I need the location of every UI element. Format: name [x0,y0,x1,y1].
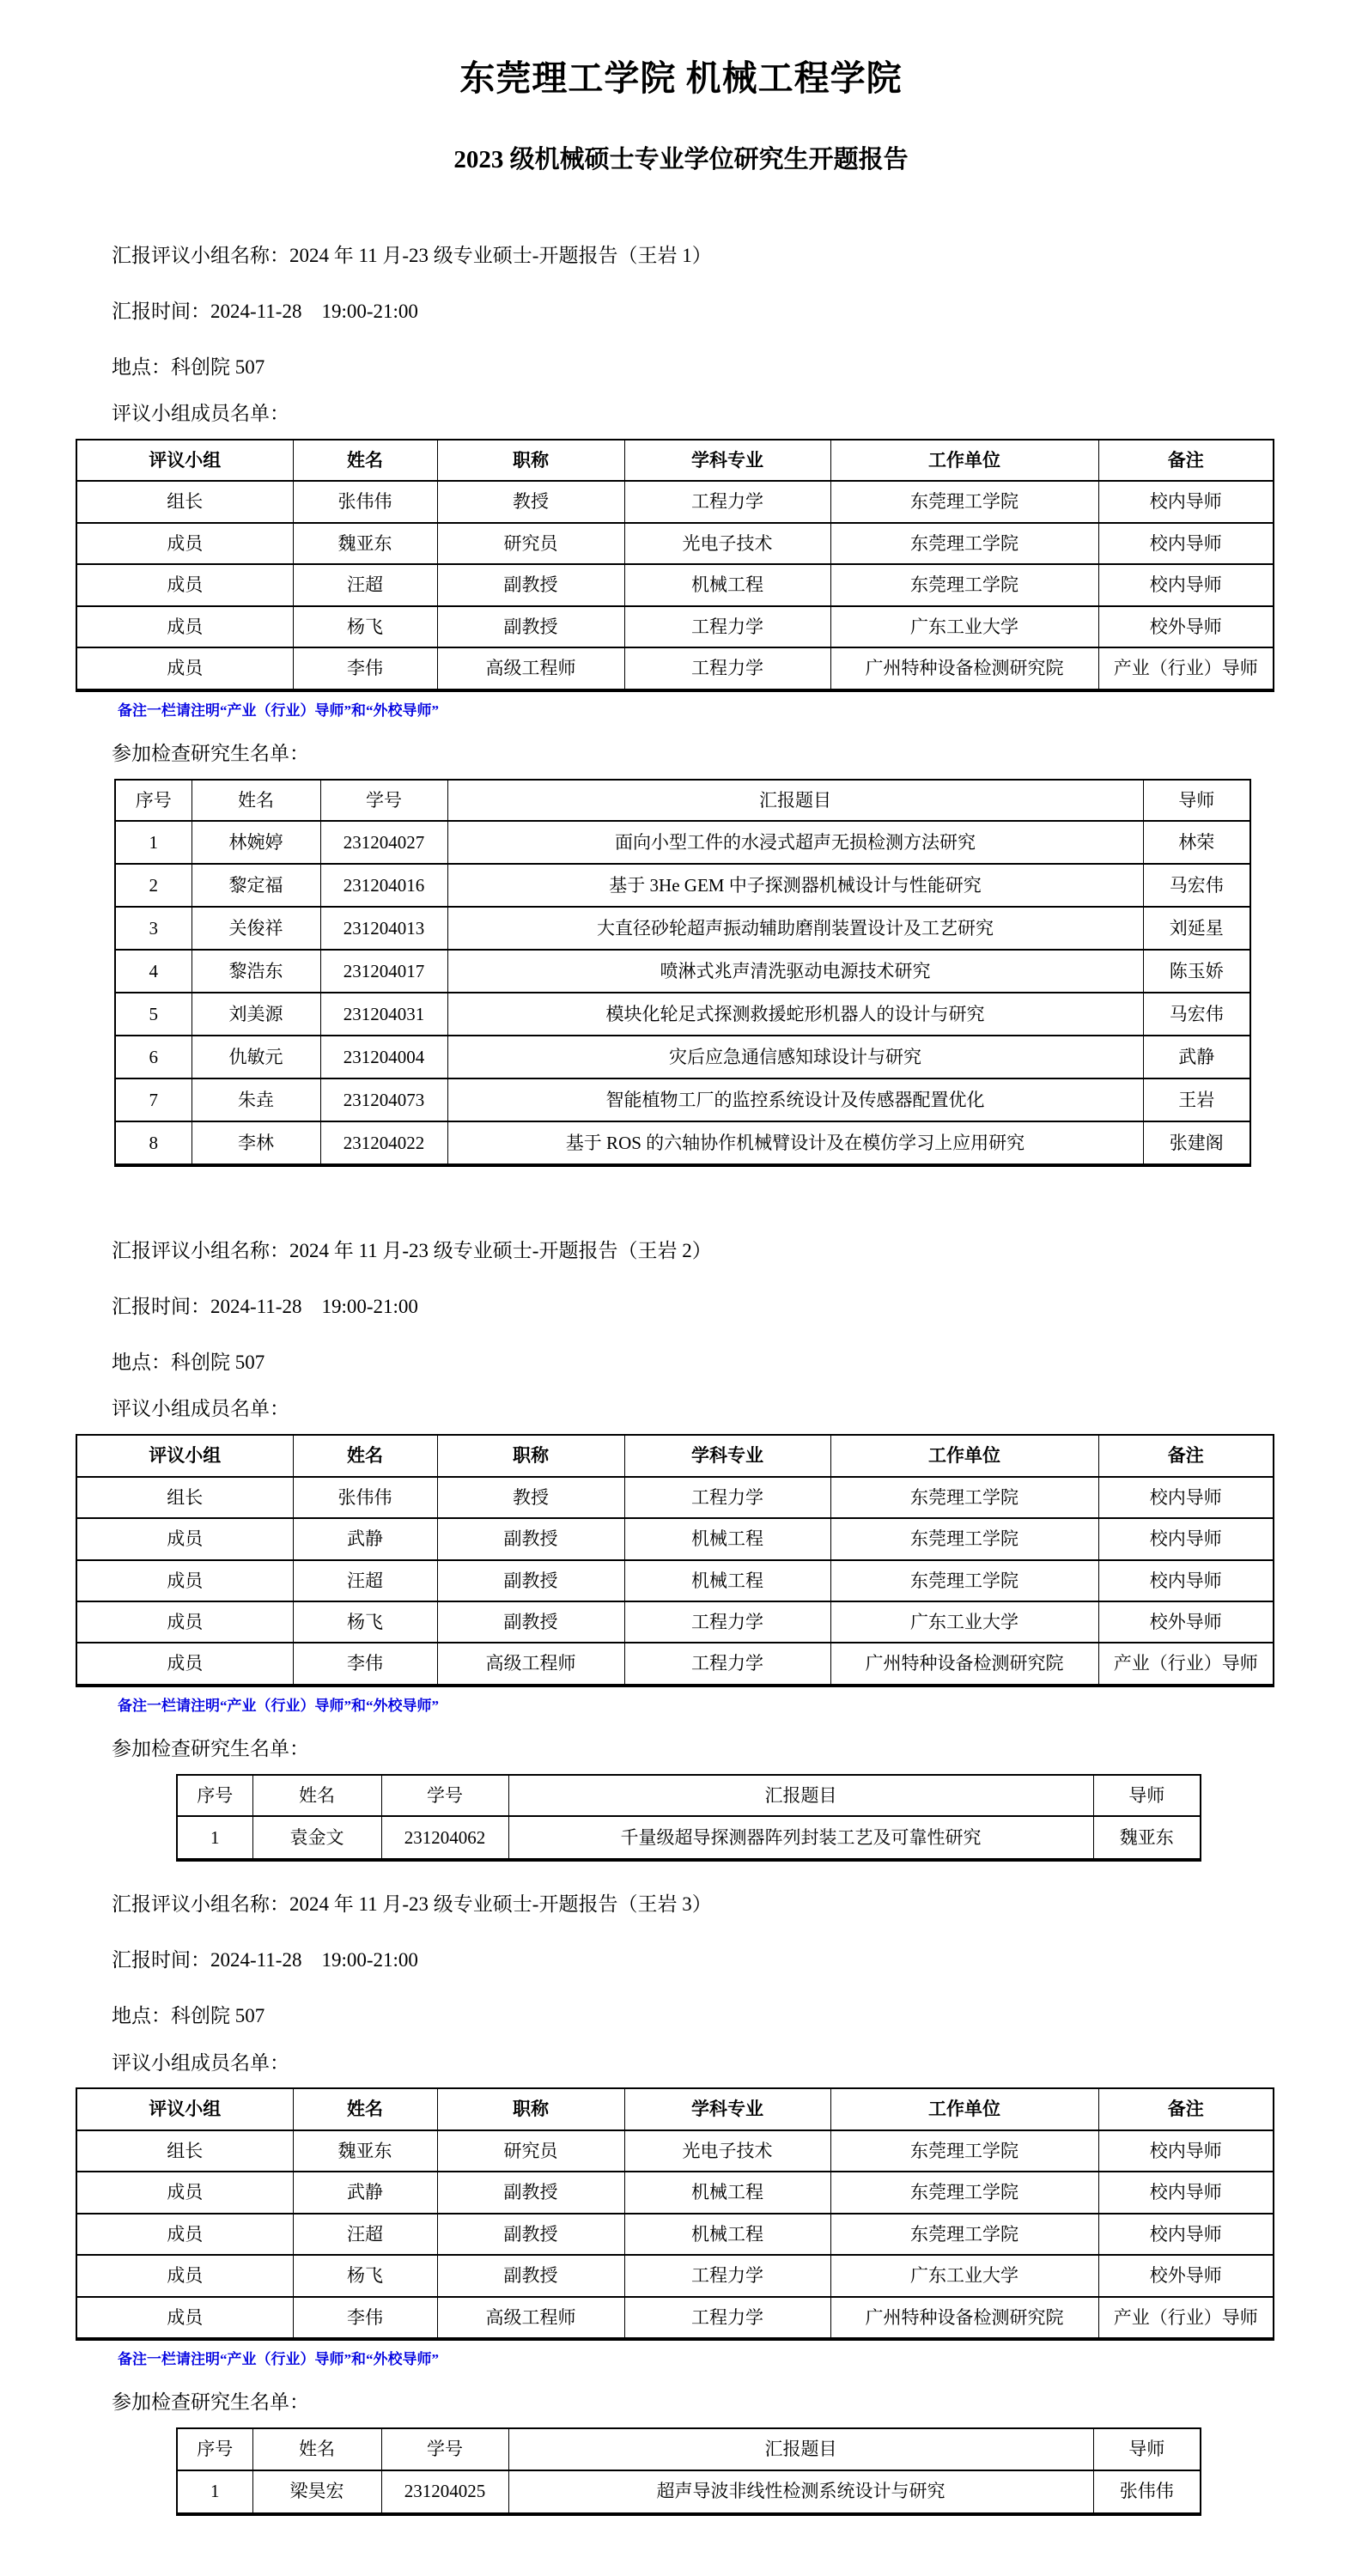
group-name-line [112,244,1362,269]
student-cell: 2 [115,864,192,907]
committee-cell: 工程力学 [624,2255,830,2296]
student-cell: 喷淋式兆声清洗驱动电源技术研究 [447,950,1143,993]
committee-cell: 校内导师 [1098,1560,1274,1601]
student-row [115,950,1250,993]
student-cell: 袁金文 [252,1816,381,1860]
committee-header-row [76,440,1274,481]
committee-cell: 光电子技术 [624,2130,830,2172]
committee-cell: 副教授 [437,606,624,647]
committee-cell: 光电子技术 [624,523,830,564]
report-time-label: 汇报时间： [112,300,210,322]
committee-cell: 张伟伟 [293,1477,437,1518]
student-cell: 5 [115,993,192,1036]
report-time-label: 汇报时间： [112,1949,210,1971]
remark-note: 备注一栏请注明“产业（行业）导师”和“外校导师” [118,2351,439,2368]
committee-header-cell: 评议小组 [76,1435,293,1476]
student-header-cell: 姓名 [252,1775,381,1816]
location-value: 科创院 507 [171,1351,265,1373]
student-cell: 231204016 [320,864,447,907]
committee-cell: 杨飞 [293,2255,437,2296]
committee-cell: 副教授 [437,2255,624,2296]
student-row [115,1036,1250,1078]
group-name-label: 汇报评议小组名称： [112,1893,289,1916]
committee-cell: 汪超 [293,2214,437,2255]
committee-cell: 杨飞 [293,1601,437,1643]
student-cell: 3 [115,907,192,950]
student-list-label: 参加检查研究生名单： [112,1738,309,1760]
report-time-value: 2024-11-28 19:00-21:00 [210,1295,418,1317]
committee-cell: 副教授 [437,1560,624,1601]
student-cell: 梁昊宏 [252,2470,381,2514]
committee-header-cell: 工作单位 [830,1435,1098,1476]
student-cell: 张建阁 [1143,1121,1250,1165]
committee-cell: 副教授 [437,2172,624,2213]
report-time-value: 2024-11-28 19:00-21:00 [210,300,418,322]
committee-cell: 组长 [76,1477,293,1518]
committee-cell: 成员 [76,2172,293,2213]
remark-note: 备注一栏请注明“产业（行业）导师”和“外校导师” [118,702,439,719]
student-list-label: 参加检查研究生名单： [112,743,309,765]
committee-cell: 广东工业大学 [830,606,1098,647]
student-cell: 刘延星 [1143,907,1250,950]
student-cell: 黎定福 [192,864,320,907]
student-cell: 陈玉娇 [1143,950,1250,993]
committee-cell: 东莞理工学院 [830,1477,1098,1518]
committee-cell: 校内导师 [1098,2214,1274,2255]
committee-cell: 校内导师 [1098,523,1274,564]
committee-row [76,2297,1274,2339]
committee-cell: 校内导师 [1098,2172,1274,2213]
committee-row [76,647,1274,690]
student-cell: 马宏伟 [1143,993,1250,1036]
student-header-cell: 序号 [115,780,192,821]
committee-header-cell: 职称 [437,1435,624,1476]
report-time-line [112,300,1362,325]
student-header-cell: 学号 [320,780,447,821]
committee-cell: 校内导师 [1098,564,1274,605]
student-cell: 武静 [1143,1036,1250,1078]
committee-cell: 李伟 [293,2297,437,2339]
student-cell: 231204022 [320,1121,447,1165]
student-cell: 4 [115,950,192,993]
report-section-2 [0,1239,1362,1862]
student-row [177,2470,1201,2514]
student-header-cell: 序号 [177,1775,252,1816]
student-cell: 231204027 [320,821,447,864]
committee-header-cell: 姓名 [293,2088,437,2129]
committee-list-label: 评议小组成员名单： [112,2051,289,2074]
committee-header-cell: 学科专业 [624,2088,830,2129]
student-row [115,1078,1250,1121]
committee-cell: 工程力学 [624,481,830,522]
committee-cell: 副教授 [437,1601,624,1643]
committee-cell: 成员 [76,647,293,690]
committee-header-cell: 姓名 [293,440,437,481]
committee-cell: 校内导师 [1098,481,1274,522]
committee-cell: 东莞理工学院 [830,1518,1098,1559]
location-label: 地点： [112,1351,171,1373]
group-name-value: 2024 年 11 月-23 级专业硕士-开题报告（王岩 1） [289,245,712,266]
committee-row [76,1643,1274,1685]
committee-cell: 汪超 [293,564,437,605]
committee-cell: 李伟 [293,1643,437,1685]
group-name-value: 2024 年 11 月-23 级专业硕士-开题报告（王岩 2） [289,1240,712,1262]
committee-cell: 魏亚东 [293,523,437,564]
committee-cell: 组长 [76,2130,293,2172]
student-row [115,907,1250,950]
location-line [112,2004,1362,2029]
student-cell: 1 [177,1816,252,1860]
committee-table-1 [76,439,1274,692]
committee-row [76,2255,1274,2296]
committee-cell: 工程力学 [624,647,830,690]
group-name-value: 2024 年 11 月-23 级专业硕士-开题报告（王岩 3） [289,1893,712,1916]
committee-cell: 成员 [76,564,293,605]
committee-cell: 机械工程 [624,2172,830,2213]
committee-cell: 高级工程师 [437,647,624,690]
committee-cell: 工程力学 [624,1477,830,1518]
committee-header-cell: 职称 [437,2088,624,2129]
student-header-cell: 序号 [177,2428,252,2470]
student-cell: 231204025 [381,2470,508,2514]
student-cell: 黎浩东 [192,950,320,993]
committee-cell: 校外导师 [1098,1601,1274,1643]
student-header-cell: 学号 [381,1775,508,1816]
committee-cell: 武静 [293,1518,437,1559]
committee-cell: 副教授 [437,1518,624,1559]
student-list-label: 参加检查研究生名单： [112,2391,309,2414]
committee-cell: 教授 [437,1477,624,1518]
committee-row [76,564,1274,605]
student-cell: 7 [115,1078,192,1121]
committee-cell: 东莞理工学院 [830,2172,1098,2213]
committee-cell: 东莞理工学院 [830,564,1098,605]
student-cell: 231204013 [320,907,447,950]
student-table-1 [114,779,1251,1167]
student-cell: 基于 3He GEM 中子探测器机械设计与性能研究 [447,864,1143,907]
committee-table-3 [76,2087,1274,2341]
student-row [115,821,1250,864]
committee-cell: 校外导师 [1098,606,1274,647]
committee-cell: 机械工程 [624,2214,830,2255]
student-row [115,1121,1250,1165]
location-line [112,1351,1362,1376]
committee-cell: 武静 [293,2172,437,2213]
location-line [112,355,1362,380]
committee-cell: 研究员 [437,523,624,564]
student-row [177,1816,1201,1860]
student-cell: 魏亚东 [1093,1816,1201,1860]
student-cell: 231204017 [320,950,447,993]
student-cell: 林婉婷 [192,821,320,864]
student-cell: 231204004 [320,1036,447,1078]
committee-cell: 成员 [76,2214,293,2255]
student-cell: 马宏伟 [1143,864,1250,907]
student-cell: 面向小型工件的水浸式超声无损检测方法研究 [447,821,1143,864]
student-header-cell: 学号 [381,2428,508,2470]
committee-cell: 成员 [76,2297,293,2339]
committee-cell: 成员 [76,1643,293,1685]
student-cell: 大直径砂轮超声振动辅助磨削装置设计及工艺研究 [447,907,1143,950]
student-header-row [177,2428,1201,2470]
committee-cell: 成员 [76,1601,293,1643]
committee-header-cell: 学科专业 [624,1435,830,1476]
student-cell: 灾后应急通信感知球设计与研究 [447,1036,1143,1078]
committee-cell: 广州特种设备检测研究院 [830,1643,1098,1685]
group-name-label: 汇报评议小组名称： [112,1240,289,1262]
student-header-row [115,780,1250,821]
committee-cell: 杨飞 [293,606,437,647]
committee-cell: 工程力学 [624,2297,830,2339]
student-header-cell: 导师 [1093,2428,1201,2470]
report-section-1 [0,244,1362,1167]
student-cell: 李林 [192,1121,320,1165]
committee-cell: 广东工业大学 [830,2255,1098,2296]
committee-cell: 魏亚东 [293,2130,437,2172]
committee-cell: 高级工程师 [437,1643,624,1685]
committee-cell: 产业（行业）导师 [1098,1643,1274,1685]
page-subtitle: 2023 级机械硕士专业学位研究生开题报告 [453,146,909,173]
committee-cell: 成员 [76,523,293,564]
committee-cell: 校内导师 [1098,1477,1274,1518]
committee-cell: 校内导师 [1098,1518,1274,1559]
committee-cell: 张伟伟 [293,481,437,522]
committee-row [76,2214,1274,2255]
student-cell: 关俊祥 [192,907,320,950]
student-cell: 基于 ROS 的六轴协作机械臂设计及在模仿学习上应用研究 [447,1121,1143,1165]
report-time-line [112,1295,1362,1320]
committee-cell: 校内导师 [1098,2130,1274,2172]
committee-header-cell: 姓名 [293,1435,437,1476]
committee-row [76,1601,1274,1643]
committee-row [76,523,1274,564]
committee-cell: 机械工程 [624,1518,830,1559]
student-cell: 1 [177,2470,252,2514]
committee-header-cell: 职称 [437,440,624,481]
student-cell: 刘美源 [192,993,320,1036]
committee-list-label: 评议小组成员名单： [112,1398,289,1420]
committee-row [76,2172,1274,2213]
committee-row [76,2130,1274,2172]
committee-header-row [76,1435,1274,1476]
committee-header-cell: 评议小组 [76,440,293,481]
remark-note: 备注一栏请注明“产业（行业）导师”和“外校导师” [118,1697,439,1714]
student-header-row [177,1775,1201,1816]
committee-cell: 工程力学 [624,606,830,647]
committee-cell: 副教授 [437,2214,624,2255]
location-value: 科创院 507 [171,2004,265,2026]
student-cell: 王岩 [1143,1078,1250,1121]
student-cell: 模块化轮足式探测救援蛇形机器人的设计与研究 [447,993,1143,1036]
student-header-cell: 导师 [1143,780,1250,821]
committee-cell: 组长 [76,481,293,522]
student-cell: 林荣 [1143,821,1250,864]
student-header-cell: 汇报题目 [508,2428,1093,2470]
committee-cell: 广东工业大学 [830,1601,1098,1643]
committee-cell: 东莞理工学院 [830,523,1098,564]
student-row [115,993,1250,1036]
committee-cell: 研究员 [437,2130,624,2172]
committee-header-cell: 学科专业 [624,440,830,481]
committee-cell: 成员 [76,1518,293,1559]
student-cell: 231204073 [320,1078,447,1121]
student-cell: 超声导波非线性检测系统设计与研究 [508,2470,1093,2514]
committee-cell: 高级工程师 [437,2297,624,2339]
page-title: 东莞理工学院 机械工程学院 [459,58,903,98]
committee-row [76,1518,1274,1559]
committee-row [76,481,1274,522]
committee-cell: 东莞理工学院 [830,481,1098,522]
committee-header-row [76,2088,1274,2129]
student-cell: 1 [115,821,192,864]
committee-cell: 教授 [437,481,624,522]
student-table-2 [176,1774,1201,1862]
student-cell: 231204062 [381,1816,508,1860]
committee-cell: 东莞理工学院 [830,2130,1098,2172]
student-header-cell: 导师 [1093,1775,1201,1816]
student-cell: 231204031 [320,993,447,1036]
committee-list-label: 评议小组成员名单： [112,403,289,425]
student-header-cell: 姓名 [192,780,320,821]
committee-row [76,606,1274,647]
committee-row [76,1560,1274,1601]
committee-cell: 东莞理工学院 [830,1560,1098,1601]
report-time-value: 2024-11-28 19:00-21:00 [210,1949,418,1971]
location-value: 科创院 507 [171,355,265,378]
report-time-line [112,1948,1362,1973]
report-section-3 [0,1893,1362,2515]
committee-cell: 成员 [76,1560,293,1601]
student-header-cell: 姓名 [252,2428,381,2470]
committee-header-cell: 备注 [1098,1435,1274,1476]
committee-cell: 汪超 [293,1560,437,1601]
committee-header-cell: 评议小组 [76,2088,293,2129]
student-cell: 8 [115,1121,192,1165]
group-name-label: 汇报评议小组名称： [112,245,289,266]
committee-cell: 东莞理工学院 [830,2214,1098,2255]
committee-cell: 成员 [76,606,293,647]
student-cell: 朱垚 [192,1078,320,1121]
committee-cell: 产业（行业）导师 [1098,2297,1274,2339]
committee-header-cell: 工作单位 [830,440,1098,481]
student-cell: 千量级超导探测器阵列封装工艺及可靠性研究 [508,1816,1093,1860]
student-cell: 智能植物工厂的监控系统设计及传感器配置优化 [447,1078,1143,1121]
committee-header-cell: 工作单位 [830,2088,1098,2129]
student-cell: 6 [115,1036,192,1078]
committee-cell: 产业（行业）导师 [1098,647,1274,690]
committee-cell: 广州特种设备检测研究院 [830,2297,1098,2339]
student-cell: 张伟伟 [1093,2470,1201,2514]
student-row [115,864,1250,907]
committee-cell: 成员 [76,2255,293,2296]
committee-cell: 机械工程 [624,564,830,605]
committee-cell: 工程力学 [624,1601,830,1643]
student-header-cell: 汇报题目 [508,1775,1093,1816]
committee-cell: 机械工程 [624,1560,830,1601]
committee-cell: 副教授 [437,564,624,605]
committee-cell: 工程力学 [624,1643,830,1685]
committee-header-cell: 备注 [1098,440,1274,481]
committee-cell: 李伟 [293,647,437,690]
group-name-line [112,1239,1362,1264]
committee-cell: 校外导师 [1098,2255,1274,2296]
location-label: 地点： [112,2004,171,2026]
committee-header-cell: 备注 [1098,2088,1274,2129]
group-name-line [112,1893,1362,1917]
location-label: 地点： [112,355,171,378]
committee-cell: 广州特种设备检测研究院 [830,647,1098,690]
student-header-cell: 汇报题目 [447,780,1143,821]
committee-table-2 [76,1434,1274,1687]
committee-row [76,1477,1274,1518]
report-time-label: 汇报时间： [112,1295,210,1317]
student-table-3 [176,2427,1201,2515]
student-cell: 仇敏元 [192,1036,320,1078]
